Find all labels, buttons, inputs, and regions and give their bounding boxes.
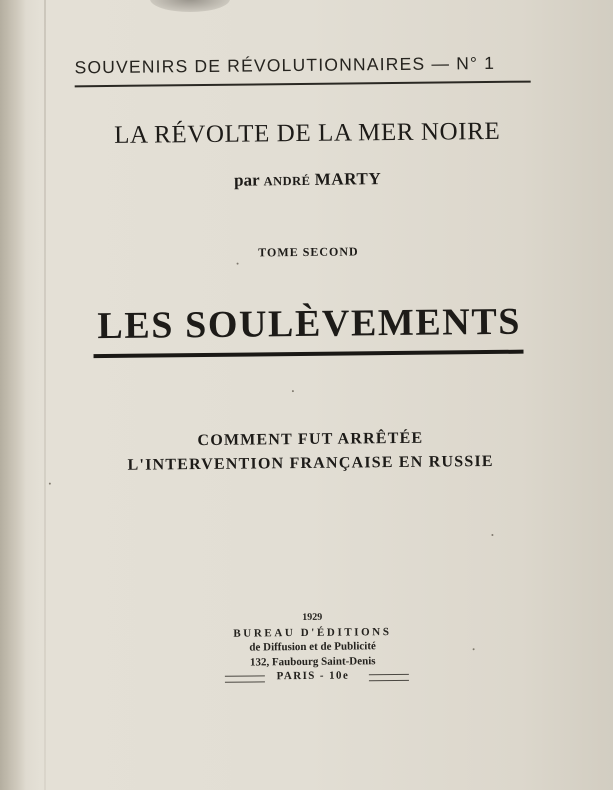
paper-speck: [49, 483, 51, 485]
subtitle-line-2: L'INTERVENTION FRANÇAISE EN RUSSIE: [127, 452, 494, 474]
author-first-name: ANDRÉ: [263, 173, 311, 189]
author-line: [58, 167, 558, 192]
main-title: LA RÉVOLTE DE LA MER NOIRE: [113, 117, 501, 149]
subtitle-line-1: COMMENT FUT ARRÊTÉE: [197, 429, 424, 450]
imprint-publisher: BUREAU D'ÉDITIONS: [233, 625, 392, 640]
series-header: SOUVENIRS DE RÉVOLUTIONNAIRES — N° 1: [74, 52, 496, 78]
imprint-year: 1929: [302, 611, 323, 623]
paper-speck: [237, 263, 239, 265]
paper-speck: [491, 534, 493, 536]
imprint-ornament-left: [225, 675, 265, 682]
paper-speck: [292, 390, 294, 392]
volume-label: TOME SECOND: [258, 244, 359, 260]
subtitle: [60, 425, 560, 478]
book-title: LES SOULÈVEMENTS: [97, 300, 522, 348]
imprint-publisher-line-2: de Diffusion et de Publicité: [249, 640, 376, 654]
imprint-address: 132, Faubourg Saint-Denis: [249, 654, 376, 669]
title-rule: [94, 350, 524, 359]
imprint-ornament-right: [369, 674, 409, 681]
imprint-city: PARIS - 10e: [276, 669, 350, 683]
author-last-name: MARTY: [314, 169, 382, 189]
author-prefix: par: [233, 170, 260, 190]
series-rule: [75, 81, 531, 87]
paper-speck: [473, 648, 475, 650]
